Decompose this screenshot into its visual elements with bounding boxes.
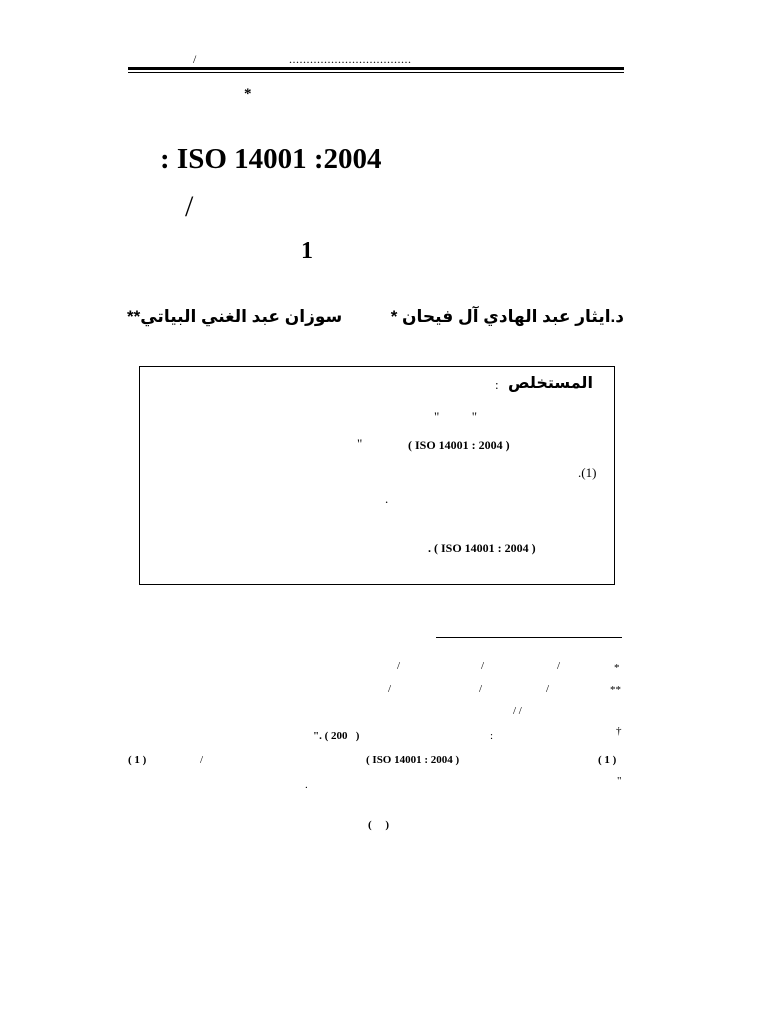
footnote-slash: / xyxy=(388,683,392,695)
abstract-quotes: " " xyxy=(434,409,478,424)
footnote-marker: * xyxy=(614,662,620,674)
footnote-period: . xyxy=(305,779,308,791)
footnote-slash: / xyxy=(397,660,401,672)
page-title: : ISO 14001 :2004 xyxy=(160,143,382,175)
footnote-colon: : xyxy=(490,730,494,742)
footnote-slash: / xyxy=(479,683,483,695)
footnote-iso-ref: ( ISO 14001 : 2004 ) xyxy=(366,754,460,766)
footnote-parens: ( ) xyxy=(368,819,390,831)
footnote-slash: / xyxy=(200,754,204,766)
footnote-ref: ( 1 ) xyxy=(128,754,147,766)
title-slash: / xyxy=(185,190,194,223)
abstract-period: . xyxy=(385,491,389,506)
footnote-slash: / xyxy=(546,683,550,695)
footnote-separator xyxy=(436,637,622,638)
footnote-ref: ( 1 ) xyxy=(598,754,617,766)
author-name: د.ايثار عبد الهادي آل فيحان * xyxy=(390,307,624,326)
footnote-marker: ** xyxy=(610,684,621,696)
footnote-slash: / xyxy=(557,660,561,672)
header-dots: ................................... xyxy=(289,52,412,66)
header-rule-thick xyxy=(128,67,624,70)
part-number: 1 xyxy=(301,238,313,264)
abstract-iso-ref: . ( ISO 14001 : 2004 ) xyxy=(428,541,536,555)
abstract-quote: " xyxy=(357,436,363,451)
footnote-quote: " xyxy=(617,775,622,787)
header-rule-thin xyxy=(128,72,624,73)
abstract-heading: المستخلص xyxy=(508,375,593,392)
header-slash: / xyxy=(193,52,197,66)
footnote-marker: † xyxy=(616,725,622,737)
author-name: سوزان عبد الغني البياتي** xyxy=(127,307,343,326)
abstract-box xyxy=(139,366,615,585)
abstract-heading-colon: : xyxy=(495,377,499,392)
abstract-iso-ref: ( ISO 14001 : 2004 ) xyxy=(408,438,510,452)
footnote-slashes: / / xyxy=(513,705,522,717)
title-asterisk: * xyxy=(244,86,252,102)
footnote-text: ". ( 200 ) xyxy=(313,730,360,742)
abstract-citation: .(1) xyxy=(578,465,597,480)
footnote-slash: / xyxy=(481,660,485,672)
